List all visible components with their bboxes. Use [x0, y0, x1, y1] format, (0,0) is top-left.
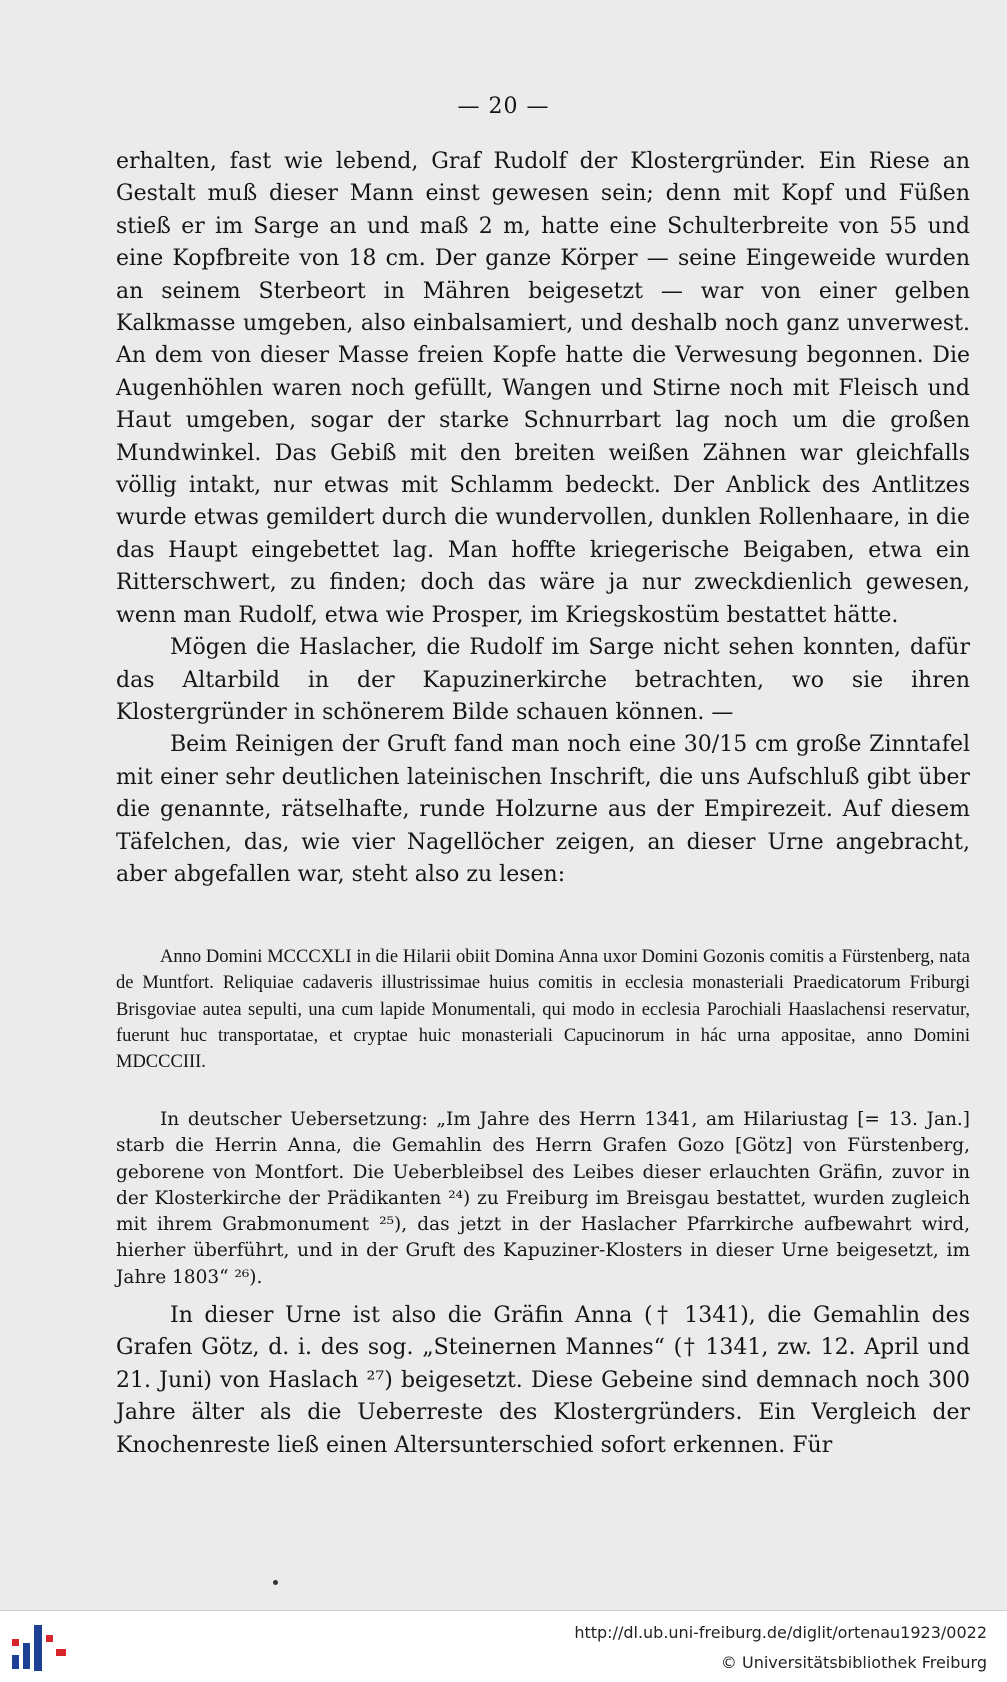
scan-speck: [273, 1580, 278, 1585]
document-url-link[interactable]: http://dl.ub.uni-freiburg.de/diglit/ortenau1923/0022: [574, 1623, 987, 1642]
paragraph-3: Beim Reinigen der Gruft fand man noch eine 30/15 cm große Zinntafel mit einer sehr deutlichen lateinischen Inschrift, die uns Aufschluß gibt über die genannte, rätselhafte, runde Holzurne aus der Empirezeit. Auf diesem Täfelchen, das, wie vier Nagellöcher zeigen, an dieser Urne angebracht, aber abgefallen war, steht also zu lesen:: [116, 732, 970, 887]
paragraph-1: erhalten, fast wie lebend, Graf Rudolf der Klostergründer. Ein Riese an Gestalt muß dieser Mann einst gewesen sein; denn mit Kopf und Füßen stieß er im Sarge an und maß 2 m, hatte eine Schulterbreite von 55 und eine Kopfbreite von 18 cm. Der ganze Körper — seine Eingeweide wurden an seinem Sterbeort in Mähren beigesetzt — war von einer gelben Kalkmasse umgeben, also einbalsamiert, und deshalb noch ganz unverwest. An dem von dieser Masse freien Kopfe hatte die Verwesung begonnen. Die Augenhöhlen waren noch gefüllt, Wangen und Stirne noch mit Fleisch und Haut umgeben, sogar der starke Schnurrbart lag noch um die großen Mundwinkel. Das Gebiß mit den breiten weißen Zähnen war gleichfalls völlig intakt, nur etwas mit Schlamm bedeckt. Der Anblick des Antlitzes wurde etwas gemildert durch die wundervollen, dunklen Rollenhaare, in die das Haupt eingebettet lag. Man hoffte kriegerische Beigaben, etwa ein Ritterschwert, zu finden; doch das wäre ja nur zweckdienlich gewesen, wenn man Rudolf, etwa wie Prosper, im Kriegskostüm bestattet hätte.: [116, 149, 970, 628]
copyright-notice: © Universitätsbibliothek Freiburg: [720, 1653, 987, 1672]
closing-text-block: [116, 1300, 970, 1462]
paragraph-2: Mögen die Haslacher, die Rudolf im Sarge nicht sehen konnten, dafür das Altarbild in der Kapuzinerkirche betrachten, wo sie ihren Klostergründer in schönerem Bilde schauen können. —: [116, 635, 970, 725]
page-number: — 20 —: [457, 94, 550, 119]
viewer-footer: [0, 1610, 1007, 1682]
main-text-block: [116, 146, 970, 891]
german-translation: In deutscher Uebersetzung: „Im Jahre des Herrn 1341, am Hilariustag [= 13. Jan.] starb die Herrin Anna, die Gemahlin des Herrn Grafen Gozo [Götz] von Fürstenberg, geborene von Montfort. Die Ueberbleibsel des Leibes dieser erlauchten Gräfin, zuvor in der Klosterkirche der Prädikanten ²⁴) zu Freiburg im Breisgau bestattet, wurden zugleich mit ihrem Grabmonument ²⁵), das jetzt in der Haslacher Pfarrkirche aufbewahrt wird, hierher überführt, und in der Gruft des Kapuziner-Klosters in dieser Urne beigesetzt, im Jahre 1803“ ²⁶).: [116, 1109, 970, 1288]
latin-inscription: Anno Domini MCCCXLI in die Hilarii obiit Domina Anna uxor Domini Gozonis comitis a Fürstenberg, nata de Muntfort. Reliquiae cadaveris illustrissimae huius comitis in ecclesia monasteriali Praedicatorum Friburgi Brisgoviae autea sepulti, una cum lapide Monumentali, qui modo in ecclesia Parochiali Haaslachensi reservatur, fuerunt huc transportatae, et cryptae huic monasteriali Capucinorum in hác urna appositae, anno Domini MDCCCIII.: [116, 947, 970, 1073]
paragraph-4: In dieser Urne ist also die Gräfin Anna († 1341), die Gemahlin des Grafen Götz, d. i. des sog. „Steinernen Mannes“ († 1341, zw. 12. April und 21. Juni) von Haslach ²⁷) beigesetzt. Diese Gebeine sind demnach noch 300 Jahre älter als die Ueberreste des Klostergründers. Ein Vergleich der Knochenreste ließ einen Altersunterschied sofort erkennen. Für: [116, 1303, 970, 1458]
university-library-logo-icon: [12, 1625, 68, 1671]
